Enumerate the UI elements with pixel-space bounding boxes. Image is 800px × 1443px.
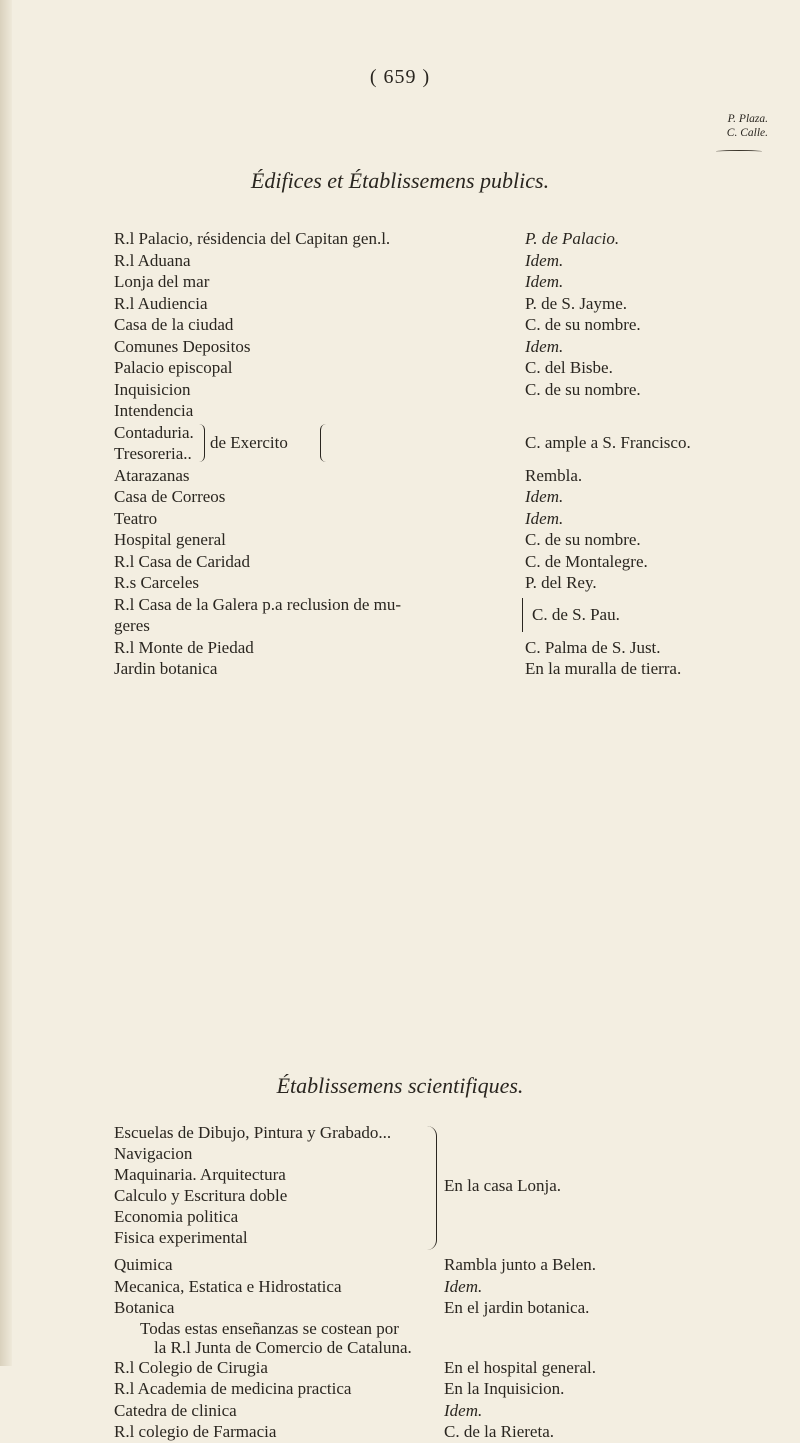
- list-item: Escuelas de Dibujo, Pintura y Grabado...: [114, 1123, 392, 1142]
- group-brace: [426, 1126, 437, 1250]
- list-item: Mecanica, Estatica e Hidrostatica Idem.: [114, 1276, 483, 1296]
- list-item: Teatro Idem.: [114, 508, 564, 528]
- list-item: Fisica experimental: [114, 1228, 248, 1247]
- list-item: R.l Colegio de Cirugia En el hospital general.: [114, 1357, 597, 1377]
- list-item: R.l Palacio, résidencia del Capitan gen.l. P. de Palacio.: [114, 229, 620, 248]
- list-item: R.l Academia de medicina practica En la Inquisicion.: [114, 1379, 565, 1398]
- list-item: R.l Audiencia P. de S. Jayme.: [114, 293, 627, 313]
- list-item: Catedra de clinica Idem.: [114, 1400, 483, 1420]
- list-item: R.l Casa de Caridad C. de Montalegre.: [114, 551, 648, 571]
- list-item: R.s Carceles P. del Rey.: [114, 573, 597, 592]
- legend-calle: C. Calle.: [726, 127, 768, 139]
- scientific-list: [114, 1254, 764, 1443]
- list-item: Jardin botanica En la muralla de tierra.: [114, 659, 682, 678]
- page-number: ( 659 ): [369, 66, 431, 88]
- section-title-scientific: Établissemens scientifiques.: [276, 1073, 524, 1098]
- list-item: Casa de la ciudad C. de su nombre.: [114, 315, 641, 334]
- list-item: Quimica Rambla junto a Belen.: [114, 1255, 597, 1274]
- list-item: Atarazanas Rembla.: [114, 465, 583, 485]
- list-item: R.l Monte de Piedad C. Palma de S. Just.: [114, 637, 661, 657]
- list-item: Intendencia: [114, 401, 194, 420]
- list-item: Botanica En el jardin botanica.: [114, 1298, 590, 1317]
- exercito-brace-group: Contaduria. Tresoreria.. de Exercito C. ample a S. Francisco.: [114, 422, 691, 463]
- list-item: Maquinaria. Arquitectura: [114, 1165, 286, 1184]
- list-item: Comunes Depositos Idem.: [114, 336, 564, 356]
- list-item: Economia politica: [114, 1207, 239, 1226]
- lonja-group: [114, 1122, 764, 1252]
- ornamental-rule: [716, 150, 762, 153]
- list-item: R.l Aduana Idem.: [114, 250, 564, 270]
- list-item: Lonja del mar Idem.: [114, 272, 564, 291]
- list-item: Casa de Correos Idem.: [114, 487, 564, 506]
- funding-note-line2: la R.l Junta de Comercio de Cataluna.: [154, 1337, 412, 1357]
- public-buildings-list: [114, 228, 764, 680]
- list-item: Palacio episcopal C. del Bisbe.: [114, 358, 613, 377]
- legend-plaza: P. Plaza.: [727, 113, 768, 125]
- section-title-public-buildings: Édifices et Établissemens publics.: [250, 168, 550, 193]
- funding-note: Todas estas enseñanzas se costean por: [140, 1318, 399, 1338]
- group-location: En la casa Lonja.: [444, 1176, 562, 1195]
- abbreviation-legend: [727, 112, 768, 140]
- left-brace: [198, 424, 205, 462]
- list-item: Navigacion: [114, 1144, 193, 1163]
- galera-entry: R.l Casa de la Galera p.a reclusion de mu- geres C. de S. Pau.: [114, 594, 620, 635]
- list-item: R.l colegio de Farmacia C. de la Riereta.: [114, 1422, 554, 1441]
- list-item: Calculo y Escritura doble: [114, 1186, 288, 1205]
- page-spine: [0, 0, 12, 1366]
- right-brace: [320, 424, 327, 462]
- list-item: Inquisicion C. de su nombre.: [114, 379, 641, 399]
- bracket-bar: [522, 598, 523, 632]
- list-item: Hospital general C. de su nombre.: [114, 530, 641, 549]
